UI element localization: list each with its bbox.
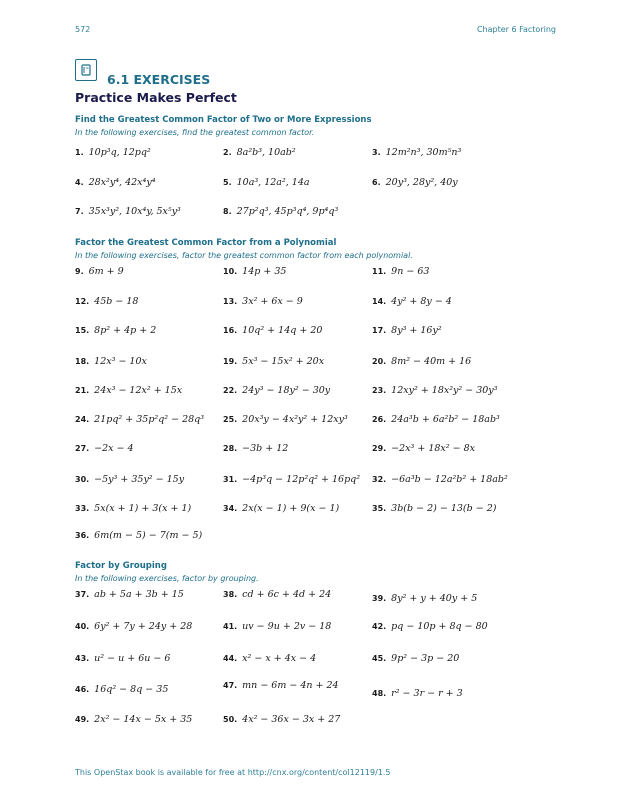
exercise-number: 37. [75,590,90,599]
exercise-item [223,147,296,159]
exercise-item [223,266,286,278]
exercise-number: 29. [372,444,387,453]
exercise-item [223,621,331,633]
group-instruction-grouping: In the following exercises, factor by grouping. [75,574,259,583]
exercise-expression: 9n − 63 [391,266,430,277]
exercise-number: 2. [223,148,232,157]
exercise-number: 32. [372,475,387,484]
exercise-expression: 35x³y², 10x⁴y, 5x⁵y³ [88,206,181,217]
exercise-item [223,356,324,368]
exercise-number: 34. [223,504,238,513]
exercise-expression: 4x² − 36x − 3x + 27 [242,714,341,725]
exercise-number: 1. [75,148,84,157]
exercise-item [75,530,202,542]
exercise-item [75,356,147,368]
exercise-number: 17. [372,326,387,335]
exercise-expression: −6a³b − 12a²b² + 18ab² [391,474,508,485]
exercise-number: 13. [223,297,238,306]
exercise-item [372,414,500,426]
exercise-expression: 6y² + 7y + 24y + 28 [94,621,193,632]
exercise-number: 8. [223,207,232,216]
exercise-number: 24. [75,415,90,424]
exercise-item [75,503,191,515]
exercise-item [372,593,477,605]
group-heading-factor-gcf: Factor the Greatest Common Factor from a Polynomial [75,238,337,248]
exercise-expression: 8m² − 40m + 16 [391,356,472,367]
exercise-item [75,653,170,665]
exercise-item [75,385,182,397]
exercise-expression: pq − 10p + 8q − 80 [391,621,488,632]
exercise-item [75,206,181,218]
exercise-expression: −2x³ + 18x² − 8x [391,443,475,454]
exercise-expression: 8p² + 4p + 2 [94,325,157,336]
exercise-number: 15. [75,326,90,335]
exercise-number: 30. [75,475,90,484]
exercise-expression: −2x − 4 [94,443,134,454]
group-heading-grouping: Factor by Grouping [75,561,167,571]
exercise-expression: 9p² − 3p − 20 [391,653,460,664]
exercise-item [372,688,463,700]
group-instruction-gcf: In the following exercises, find the greatest common factor. [75,128,315,137]
exercise-expression: 20x³y − 4x²y² + 12xy³ [242,414,348,425]
exercise-item [372,356,471,368]
exercise-number: 48. [372,689,387,698]
exercise-item [75,325,156,337]
exercise-number: 18. [75,357,90,366]
exercise-item [223,503,339,515]
exercise-number: 9. [75,267,84,276]
exercise-number: 19. [223,357,238,366]
exercise-item [223,653,316,665]
exercise-item [223,443,288,455]
exercise-expression: 10q² + 14q + 20 [242,325,323,336]
exercise-item [75,621,192,633]
exercise-expression: 16q² − 8q − 35 [94,684,169,695]
exercise-expression: 12xy² + 18x²y² − 30y³ [391,385,498,396]
exercise-number: 7. [75,207,84,216]
exercise-expression: 8y² + y + 40y + 5 [391,593,478,604]
exercise-item [223,177,310,189]
exercise-number: 28. [223,444,238,453]
exercise-expression: 2x² − 14x − 5x + 35 [94,714,193,725]
exercise-number: 41. [223,622,238,631]
exercise-number: 36. [75,531,90,540]
exercise-number: 6. [372,178,381,187]
exercise-number: 12. [75,297,90,306]
exercise-number: 43. [75,654,90,663]
exercise-item [372,503,496,515]
exercise-item [223,325,322,337]
section-title: 6.1 EXERCISES [107,72,211,87]
exercise-item [372,385,498,397]
exercise-expression: ab + 5a + 3b + 15 [94,589,184,600]
exercise-item [223,714,340,726]
exercise-number: 47. [223,681,238,690]
exercise-item [223,589,331,601]
exercise-item [372,653,459,665]
exercise-number: 14. [372,297,387,306]
exercise-item [372,296,452,308]
exercise-expression: −4p³q − 12p²q² + 16pq² [242,474,361,485]
exercise-number: 50. [223,715,238,724]
exercise-number: 4. [75,178,84,187]
chapter-title: Chapter 6 Factoring [476,25,556,34]
exercise-item [223,206,338,218]
exercise-item [372,621,488,633]
exercise-expression: 28x²y⁴, 42x⁴y⁴ [88,177,156,188]
exercise-item [75,589,184,601]
exercise-expression: x² − x + 4x − 4 [242,653,317,664]
exercise-number: 42. [372,622,387,631]
exercise-item [75,414,204,426]
exercise-item [75,443,134,455]
exercise-number: 49. [75,715,90,724]
exercise-expression: 4y² + 8y − 4 [391,296,452,307]
exercise-expression: 24a³b + 6a²b² − 18ab³ [391,414,500,425]
exercise-number: 38. [223,590,238,599]
exercise-item [223,680,339,692]
exercise-item [223,296,303,308]
exercise-item [372,266,429,278]
exercise-item [372,443,475,455]
exercise-number: 33. [75,504,90,513]
section-subtitle: Practice Makes Perfect [75,90,237,105]
group-heading-gcf: Find the Greatest Common Factor of Two or More Expressions [75,115,372,125]
exercise-item [372,474,508,486]
exercise-number: 35. [372,504,387,513]
exercise-item [372,177,458,189]
footer-note: This OpenStax book is available for free at http://cnx.org/content/col12119/1.5 [75,768,391,777]
exercise-item [223,385,330,397]
exercise-expression: 6m + 9 [88,266,124,277]
exercise-expression: 6m(m − 5) − 7(m − 5) [94,530,203,541]
exercise-number: 27. [75,444,90,453]
exercise-item [223,474,360,486]
exercise-item [223,414,348,426]
exercise-number: 22. [223,386,238,395]
exercise-item [75,296,138,308]
exercise-item [75,266,124,278]
exercise-expression: uv − 9u + 2v − 18 [242,621,332,632]
exercise-expression: 12x³ − 10x [94,356,147,367]
exercise-expression: 8a²b³, 10ab² [236,147,296,158]
exercise-item [75,714,192,726]
exercise-number: 46. [75,685,90,694]
exercise-number: 3. [372,148,381,157]
exercise-number: 10. [223,267,238,276]
exercise-expression: 20y³, 28y², 40y [385,177,458,188]
exercise-expression: 24x³ − 12x² + 15x [94,385,183,396]
exercise-expression: 2x(x − 1) + 9(x − 1) [242,503,340,514]
exercise-item [75,177,156,189]
exercise-expression: 5x³ − 15x² + 20x [242,356,325,367]
exercise-expression: r² − 3r − r + 3 [391,688,463,699]
exercise-expression: 8y³ + 16y² [391,325,442,336]
exercise-item [75,147,151,159]
exercise-expression: 24y³ − 18y² − 30y [242,385,331,396]
exercise-expression: 3x² + 6x − 9 [242,296,303,307]
exercise-number: 39. [372,594,387,603]
exercise-number: 25. [223,415,238,424]
exercise-number: 21. [75,386,90,395]
exercise-item [372,325,442,337]
exercise-number: 11. [372,267,387,276]
exercise-number: 40. [75,622,90,631]
exercise-number: 26. [372,415,387,424]
exercise-expression: 21pq² + 35p²q² − 28q³ [94,414,205,425]
exercise-expression: 27p²q³, 45p³q⁴, 9p⁴q³ [236,206,339,217]
exercise-number: 45. [372,654,387,663]
exercise-expression: u² − u + 6u − 6 [94,653,171,664]
exercise-expression: cd + 6c + 4d + 24 [242,589,332,600]
exercise-number: 5. [223,178,232,187]
exercise-number: 23. [372,386,387,395]
exercise-expression: −3b + 12 [242,443,289,454]
exercise-number: 20. [372,357,387,366]
exercise-number: 16. [223,326,238,335]
exercise-expression: −5y³ + 35y² − 15y [94,474,185,485]
group-instruction-factor-gcf: In the following exercises, factor the greatest common factor from each polynomial. [75,251,413,260]
exercise-book-icon [75,59,97,81]
exercise-item [75,684,168,696]
exercise-expression: 10p³q, 12pq² [88,147,151,158]
page-number: 572 [75,25,91,34]
exercise-expression: 45b − 18 [94,296,139,307]
exercise-expression: 12m²n³, 30m⁵n³ [385,147,462,158]
exercise-item [75,474,184,486]
exercise-number: 44. [223,654,238,663]
exercise-expression: 10a³, 12a², 14a [236,177,310,188]
exercise-expression: 14p + 35 [242,266,287,277]
exercise-expression: 5x(x + 1) + 3(x + 1) [94,503,192,514]
exercise-expression: mn − 6m − 4n + 24 [242,680,339,691]
exercise-expression: 3b(b − 2) − 13(b − 2) [391,503,497,514]
exercise-number: 31. [223,475,238,484]
exercise-item [372,147,461,159]
